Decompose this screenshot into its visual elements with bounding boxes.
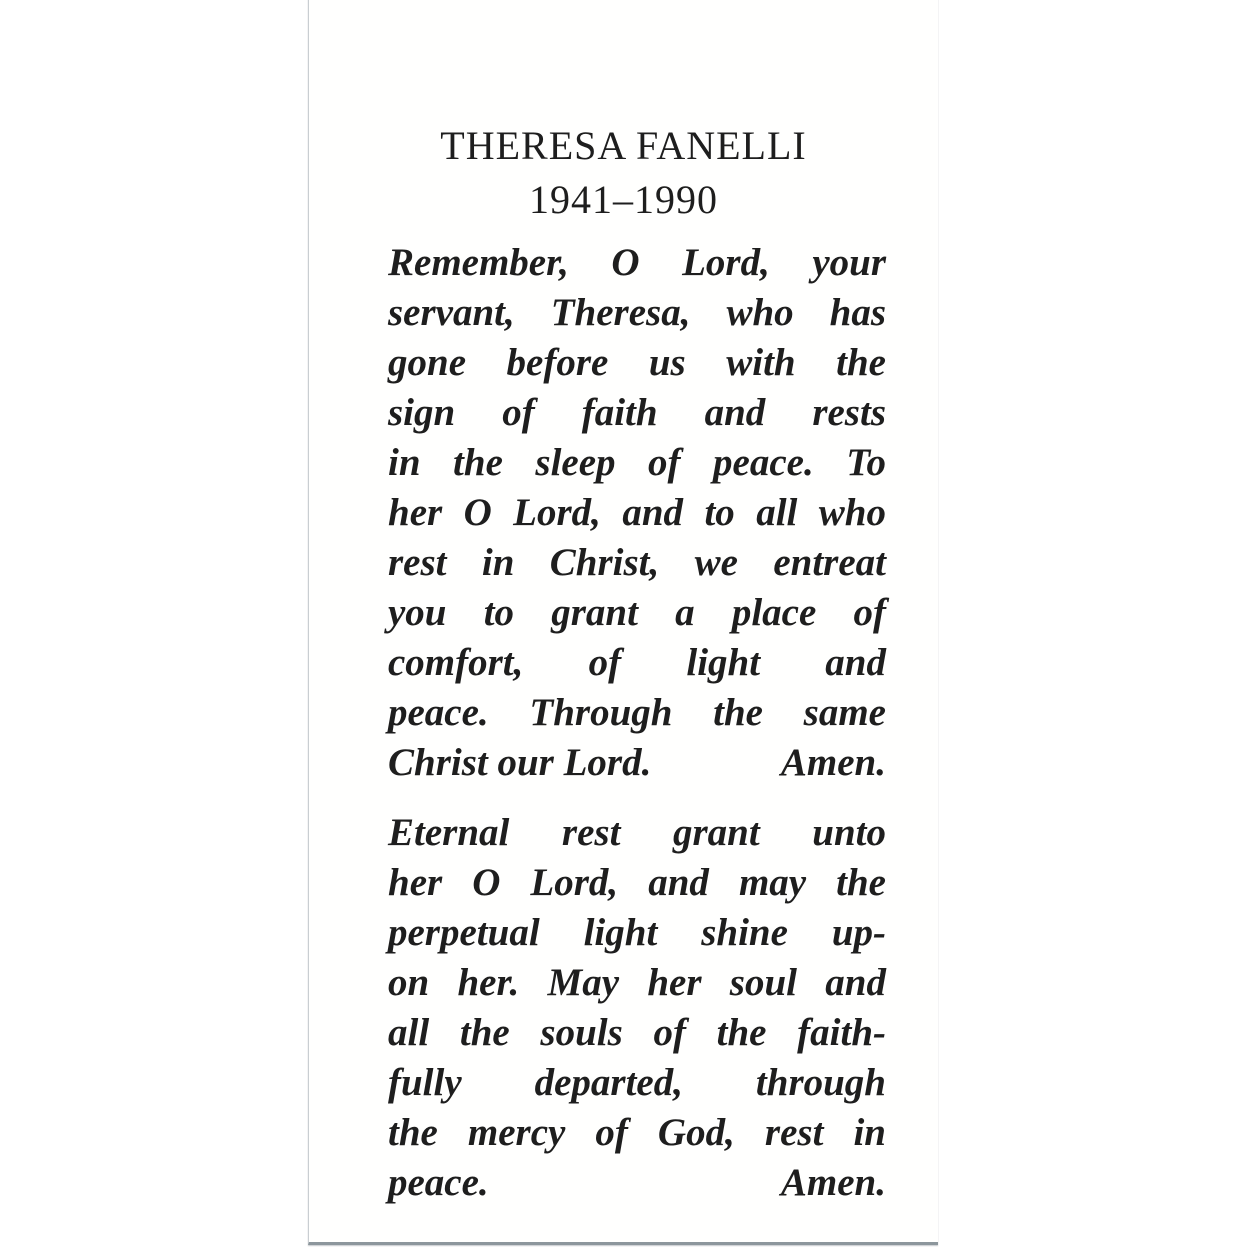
prayer-line: fully departed, through — [388, 1061, 886, 1104]
prayer-line: sign of faith and rests — [388, 391, 886, 434]
prayer-line: gone before us with the — [388, 341, 886, 384]
amen: Amen. — [780, 1161, 886, 1204]
prayer-line: Eternal rest grant unto — [388, 811, 886, 854]
prayer-line: on her. May her soul and — [388, 961, 886, 1004]
eternal-rest-prayer — [388, 808, 886, 1208]
life-dates: 1941–1990 — [529, 177, 718, 222]
prayer-line: comfort, of light and — [388, 641, 886, 684]
prayer-line: her O Lord, and may the — [388, 861, 886, 904]
prayer-line: Remember, O Lord, your — [388, 241, 886, 284]
remembrance-prayer — [388, 238, 886, 788]
deceased-name: THERESA FANELLI — [440, 123, 807, 168]
prayer-line: all the souls of the faith- — [388, 1011, 886, 1054]
prayer-line: in the sleep of peace. To — [388, 441, 886, 484]
prayer-line: the mercy of God, rest in — [388, 1111, 886, 1154]
prayer-line: servant, Theresa, who has — [388, 291, 886, 334]
prayer-line: rest in Christ, we entreat — [388, 541, 886, 584]
amen: Amen. — [780, 741, 886, 784]
prayer-line-text: Christ our Lord. — [388, 741, 652, 784]
prayer-line-text: peace. — [388, 1161, 489, 1204]
prayer-line: peace. Through the same — [388, 691, 886, 734]
prayer-line: you to grant a place of — [388, 591, 886, 634]
prayer-card — [308, 0, 938, 1245]
prayer-closing-line — [388, 738, 886, 788]
prayer-line: perpetual light shine up- — [388, 911, 886, 954]
prayer-closing-line — [388, 1158, 886, 1208]
prayer-line: her O Lord, and to all who — [388, 491, 886, 534]
